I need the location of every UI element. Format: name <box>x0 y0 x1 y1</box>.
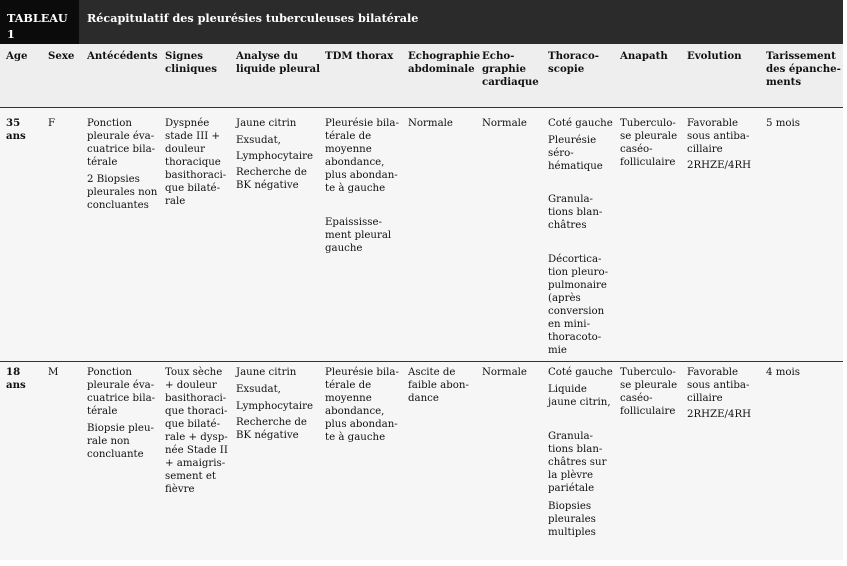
cell-evolution-1: Favorable sous antiba- cillaire <box>687 367 750 404</box>
column-header-tdm: TDM thorax <box>325 50 394 62</box>
cell-anapath: Tuberculo- se pleurale caséo- folliculaire <box>620 367 678 417</box>
cell-analyse-4: Recherche de BK négative <box>236 167 307 191</box>
cell-analyse-3: Lymphocytaire <box>236 151 314 162</box>
row-divider <box>0 361 843 362</box>
column-header-analyse: Analyse du liquide pleural <box>236 50 321 75</box>
cell-echo-cardiaque: Normale <box>482 367 527 378</box>
table-tag <box>0 0 79 44</box>
cell-tarissement: 4 mois <box>766 367 800 378</box>
cell-signes: Toux sèche + douleur basithoraci- que thoraci- que bilaté- rale + dysp- née Stade II + amaigris- sement et fièvre <box>165 367 228 495</box>
column-header-evolution: Evolution <box>687 50 742 62</box>
cell-echo-cardiaque: Normale <box>482 118 527 129</box>
cell-thoraco-4: Biopsies pleurales multiples <box>548 501 596 538</box>
cell-signes: Dyspnée stade III + douleur thoracique basithoraci- que bilaté- rale <box>165 118 227 207</box>
cell-analyse-3: Lymphocytaire <box>236 401 314 412</box>
column-header-antecedents: Antécédents <box>87 50 158 62</box>
cell-sexe: F <box>48 118 56 129</box>
cell-tdm-2: Epaississe- ment pleural gauche <box>325 217 392 254</box>
cell-antecedents-2: 2 Biopsies pleurales non concluantes <box>87 174 158 211</box>
cell-anapath: Tuberculo- se pleurale caséo- folliculaire <box>620 118 678 168</box>
cell-thoraco-1: Coté gauche <box>548 367 613 378</box>
cell-echo-abdominale: Ascite de faible abon- dance <box>408 367 469 404</box>
column-header-thoracoscopie: Thoraco- scopie <box>548 50 599 75</box>
cell-thoraco-4: Décortica- tion pleuro- pulmonaire (après conversion en mini- thoracoto- mie <box>548 254 609 356</box>
cell-analyse-1: Jaune citrin <box>236 118 297 129</box>
cell-analyse-2: Exsudat, <box>236 384 281 395</box>
cell-echo-abdominale: Normale <box>408 118 453 129</box>
cell-tdm-1: Pleurésie bila- térale de moyenne abondance, plus abondan- te à gauche <box>325 118 399 194</box>
column-header-age: Age <box>6 50 28 62</box>
column-header-echo-cardiaque: Echo- graphie cardiaque <box>482 50 539 88</box>
cell-tarissement: 5 mois <box>766 118 800 129</box>
cell-analyse-4: Recherche de BK négative <box>236 417 307 441</box>
cell-tdm-1: Pleurésie bila- térale de moyenne abondance, plus abondan- te à gauche <box>325 367 399 443</box>
cell-thoraco-3: Granula- tions blan- châtres <box>548 194 603 231</box>
cell-antecedents: Ponction pleurale éva- cuatrice bila- térale <box>87 367 156 417</box>
table-title: Récapitulatif des pleurésies tuberculeuses bilatérale <box>87 11 419 25</box>
cell-analyse-1: Jaune citrin <box>236 367 297 378</box>
column-header-echo-abdominale: Echographie abdominale <box>408 50 481 75</box>
cell-antecedents: Ponction pleurale éva- cuatrice bila- térale <box>87 118 156 168</box>
cell-thoraco-3: Granula- tions blan- châtres sur la plèvre pariétale <box>548 431 607 494</box>
cell-sexe: M <box>48 367 59 378</box>
cell-evolution-1: Favorable sous antiba- cillaire <box>687 118 750 155</box>
cell-thoraco-2: Liquide jaune citrin, <box>548 384 611 408</box>
column-header-tarissement: Tarissement des épanche- ments <box>766 50 841 88</box>
cell-age: 35 ans <box>6 117 26 142</box>
column-header-anapath: Anapath <box>620 50 668 62</box>
cell-thoraco-2: Pleurésie séro- hématique <box>548 135 603 172</box>
column-header-sexe: Sexe <box>48 50 75 62</box>
cell-evolution-2: 2RHZE/4RH <box>687 409 752 420</box>
cell-evolution-2: 2RHZE/4RH <box>687 160 752 171</box>
cell-age: 18 ans <box>6 366 26 391</box>
cell-thoraco-1: Coté gauche <box>548 118 613 129</box>
cell-analyse-2: Exsudat, <box>236 135 281 146</box>
cell-antecedents-2: Biopsie pleu- rale non concluante <box>87 423 154 460</box>
header-divider <box>0 107 843 108</box>
table-tag-label: TABLEAU 1 <box>7 11 68 41</box>
column-header-signes: Signes cliniques <box>165 50 217 75</box>
